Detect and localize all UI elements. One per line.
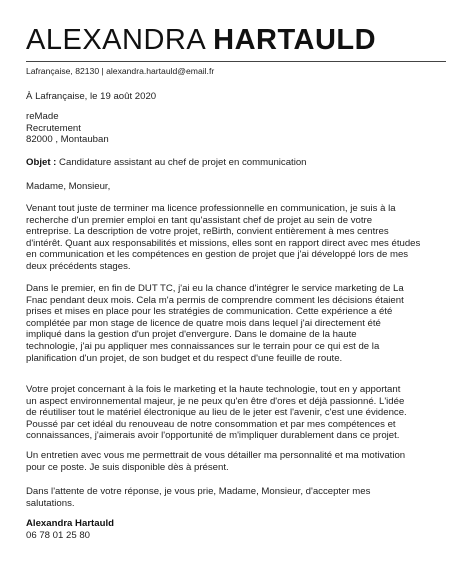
subject-line bbox=[26, 157, 307, 169]
paragraph-line: entreprise. La description de votre projet, reBirth, convient entièrement à mes centres bbox=[26, 226, 389, 238]
paragraph-line: un aspect environnemental majeur, je ne peux qu'en être d'ores et déjà passionné. L'idée bbox=[26, 395, 405, 407]
paragraph-line: Venant tout juste de terminer ma licence professionnelle en communication, je suis à la bbox=[26, 203, 396, 214]
first-name: ALEXANDRA bbox=[26, 24, 205, 56]
salutation: Madame, Monsieur, bbox=[26, 181, 111, 192]
paragraph-line: prises et mises en place pour les stratégies de communication. Cette expérience a été bbox=[26, 306, 393, 318]
paragraph-line: Poussé par cet idéal du renouveau de notre consommation et par mes compétences et bbox=[26, 418, 396, 430]
paragraph-line: Dans l'attente de votre réponse, je vous prie, Madame, Monsieur, d'accepter mes bbox=[26, 486, 371, 497]
paragraph-line: de réutiliser tout le matériel électronique au lieu de le jeter est l'avenir, c'est une évidence. bbox=[26, 407, 407, 419]
contact-line: Lafrançaise, 82130 | alexandra.hartauld@email.fr bbox=[26, 66, 215, 76]
applicant-name-heading bbox=[26, 22, 376, 58]
paragraph-line: planification d'un projet, de son budget et du respect d'une feuille de route. bbox=[26, 352, 343, 364]
recipient-department: Recrutement bbox=[26, 122, 81, 134]
paragraph-line: complétée par mon stage de licence de quatre mois dans lequel j'ai directement été bbox=[26, 317, 381, 329]
paragraph-line: en communication et les compétences en gestion de projet que j'ai développé lors de mes bbox=[26, 249, 409, 261]
paragraph-line: d'intérêt. Quant aux responsabilités et missions, elles sont en rapport direct avec mes études bbox=[26, 237, 421, 249]
signature-name: Alexandra Hartauld bbox=[26, 518, 114, 529]
subject-text: Candidature assistant au chef de projet en communication bbox=[56, 157, 307, 168]
signature-phone: 06 78 01 25 80 bbox=[26, 530, 91, 541]
paragraph-line: technologie, j'ai pu appliquer mes connaissances sur le terrain pour ce qui est de la bbox=[26, 340, 380, 352]
header-divider bbox=[26, 61, 446, 62]
paragraph-experience bbox=[26, 283, 404, 364]
paragraph-line: Dans le premier, en fin de DUT TC, j'ai eu la chance d'intégrer le service marketing de La bbox=[26, 283, 404, 294]
recipient-company: reMade bbox=[26, 111, 59, 122]
paragraph-line: Un entretien avec vous me permettrait de vous détailler ma personnalité et ma motivation bbox=[26, 450, 406, 461]
paragraph-line: Fnac pendant deux mois. Cela m'a permis de comprendre comment les décisions étaient bbox=[26, 294, 404, 306]
recipient-city: 82000 , Montauban bbox=[26, 134, 109, 146]
paragraph-line: salutations. bbox=[26, 497, 75, 509]
paragraph-line: recherche d'un premier emploi en tant qu'assistant chef de projet au sein de votre bbox=[26, 214, 373, 226]
paragraph-line: pour ce poste. Je suis disponible dès à présent. bbox=[26, 461, 229, 473]
place-date: À Lafrançaise, le 19 août 2020 bbox=[26, 91, 157, 102]
paragraph-line: deux précédents stages. bbox=[26, 260, 131, 272]
subject-label: Objet : bbox=[26, 157, 57, 168]
paragraph-line: Votre projet concernant à la fois le marketing et la haute technologie, tout en y apportant bbox=[26, 384, 401, 395]
paragraph-closing bbox=[26, 486, 370, 509]
paragraph-motivation bbox=[26, 384, 407, 442]
paragraph-line: impliqué dans la gestion d'un projet d'envergure. Dans le domaine de la haute bbox=[26, 329, 357, 341]
recipient-address bbox=[26, 111, 109, 146]
paragraph-interview bbox=[26, 450, 405, 473]
paragraph-line: connaissances, j'aimerais avoir l'opportunité de m'impliquer durablement dans ce projet. bbox=[26, 430, 400, 442]
paragraph-intro bbox=[26, 203, 420, 273]
last-name: HARTAULD bbox=[213, 24, 377, 56]
